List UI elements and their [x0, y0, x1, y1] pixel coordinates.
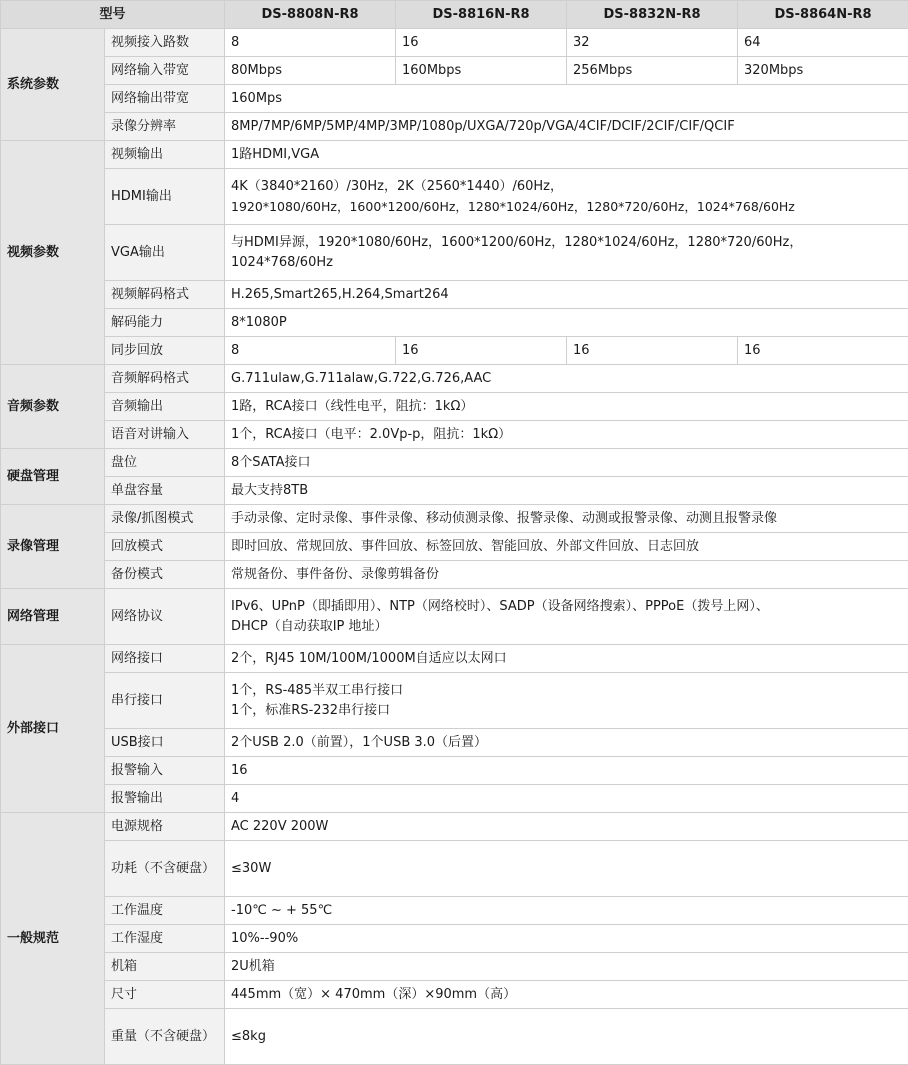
table-row	[1, 29, 908, 57]
param-label: 网络接口	[105, 645, 225, 673]
table-row	[1, 85, 908, 113]
table-row	[1, 225, 908, 281]
param-label: 同步回放	[105, 337, 225, 365]
param-label: 重量（不含硬盘）	[105, 1009, 225, 1065]
table-row	[1, 141, 908, 169]
param-value	[225, 169, 908, 225]
param-value: -10℃ ~ + 55℃	[225, 897, 908, 925]
param-value: 320Mbps	[738, 57, 908, 85]
param-value: 10%--90%	[225, 925, 908, 953]
value-line: 1个，标准RS-232串行接口	[231, 701, 902, 721]
param-label: 网络输出带宽	[105, 85, 225, 113]
table-row	[1, 57, 908, 85]
table-row	[1, 729, 908, 757]
param-value	[225, 589, 908, 645]
param-label: 备份模式	[105, 561, 225, 589]
param-value: 8个SATA接口	[225, 449, 908, 477]
param-label: 回放模式	[105, 533, 225, 561]
category-general: 一般规范	[1, 813, 105, 1065]
model-header-3: DS-8832N-R8	[567, 1, 738, 29]
model-header-1: DS-8808N-R8	[225, 1, 396, 29]
table-row	[1, 673, 908, 729]
param-label: 视频输出	[105, 141, 225, 169]
category-system: 系统参数	[1, 29, 105, 141]
table-row	[1, 393, 908, 421]
param-label: 录像/抓图模式	[105, 505, 225, 533]
param-label: 串行接口	[105, 673, 225, 729]
category-external: 外部接口	[1, 645, 105, 813]
table-row	[1, 169, 908, 225]
param-label: 尺寸	[105, 981, 225, 1009]
value-line: 4K（3840*2160）/30Hz，2K（2560*1440）/60Hz，	[231, 177, 902, 197]
category-disk: 硬盘管理	[1, 449, 105, 505]
table-row	[1, 785, 908, 813]
table-row	[1, 841, 908, 897]
param-value: AC 220V 200W	[225, 813, 908, 841]
value-line: 1920*1080/60Hz，1600*1200/60Hz，1280*1024/60Hz，1280*720/60Hz，1024*768/60Hz	[231, 197, 902, 217]
param-value: 64	[738, 29, 908, 57]
param-value: H.265,Smart265,H.264,Smart264	[225, 281, 908, 309]
param-value: 2个，RJ45 10M/100M/1000M自适应以太网口	[225, 645, 908, 673]
table-row	[1, 981, 908, 1009]
param-value: 8	[225, 337, 396, 365]
param-label: 录像分辨率	[105, 113, 225, 141]
param-value: 2个USB 2.0（前置），1个USB 3.0（后置）	[225, 729, 908, 757]
param-value: 1个，RCA接口（电平：2.0Vp-p，阻抗：1kΩ）	[225, 421, 908, 449]
table-row	[1, 561, 908, 589]
param-value: 16	[396, 29, 567, 57]
param-value: 445mm（宽）× 470mm（深）×90mm（高）	[225, 981, 908, 1009]
param-label: HDMI输出	[105, 169, 225, 225]
model-header-4: DS-8864N-R8	[738, 1, 908, 29]
param-label: 工作湿度	[105, 925, 225, 953]
param-value: 1路HDMI,VGA	[225, 141, 908, 169]
value-line: 1个，RS-485半双工串行接口	[231, 681, 902, 701]
param-label: USB接口	[105, 729, 225, 757]
param-value: 16	[225, 757, 908, 785]
param-label: 机箱	[105, 953, 225, 981]
param-label: 功耗（不含硬盘）	[105, 841, 225, 897]
param-label: 解码能力	[105, 309, 225, 337]
table-row	[1, 113, 908, 141]
table-row	[1, 897, 908, 925]
category-record: 录像管理	[1, 505, 105, 589]
param-label: 单盘容量	[105, 477, 225, 505]
table-row	[1, 477, 908, 505]
table-row	[1, 505, 908, 533]
category-network: 网络管理	[1, 589, 105, 645]
param-value: 160Mbps	[396, 57, 567, 85]
table-row	[1, 449, 908, 477]
table-row	[1, 757, 908, 785]
value-line: DHCP（自动获取IP 地址）	[231, 617, 902, 637]
param-value: ≤8kg	[225, 1009, 908, 1065]
param-label: 报警输入	[105, 757, 225, 785]
param-label: 视频接入路数	[105, 29, 225, 57]
param-label: 视频解码格式	[105, 281, 225, 309]
param-value: 16	[567, 337, 738, 365]
param-value: G.711ulaw,G.711alaw,G.722,G.726,AAC	[225, 365, 908, 393]
value-line: IPv6、UPnP（即插即用）、NTP（网络校时）、SADP（设备网络搜索）、PPPoE（拨号上网）、	[231, 597, 902, 617]
table-row	[1, 589, 908, 645]
table-row	[1, 309, 908, 337]
value-line: 1024*768/60Hz	[231, 253, 902, 273]
param-value: 8*1080P	[225, 309, 908, 337]
param-value: 8	[225, 29, 396, 57]
model-header-label: 型号	[1, 1, 225, 29]
param-label: 电源规格	[105, 813, 225, 841]
table-row	[1, 533, 908, 561]
category-audio: 音频参数	[1, 365, 105, 449]
param-label: 盘位	[105, 449, 225, 477]
param-label: 语音对讲输入	[105, 421, 225, 449]
header-row	[1, 1, 908, 29]
param-value: 160Mps	[225, 85, 908, 113]
param-value	[225, 225, 908, 281]
param-value: 手动录像、定时录像、事件录像、移动侦测录像、报警录像、动测或报警录像、动测且报警录像	[225, 505, 908, 533]
table-row	[1, 925, 908, 953]
value-line: 与HDMI异源，1920*1080/60Hz，1600*1200/60Hz，1280*1024/60Hz，1280*720/60Hz，	[231, 233, 902, 253]
param-value: ≤30W	[225, 841, 908, 897]
param-value: 8MP/7MP/6MP/5MP/4MP/3MP/1080p/UXGA/720p/VGA/4CIF/DCIF/2CIF/CIF/QCIF	[225, 113, 908, 141]
param-label: 网络协议	[105, 589, 225, 645]
param-value: 80Mbps	[225, 57, 396, 85]
param-label: 网络输入带宽	[105, 57, 225, 85]
param-label: 音频解码格式	[105, 365, 225, 393]
param-value: 1路，RCA接口（线性电平，阻抗：1kΩ）	[225, 393, 908, 421]
param-value: 4	[225, 785, 908, 813]
table-row	[1, 337, 908, 365]
table-row	[1, 645, 908, 673]
table-row	[1, 365, 908, 393]
param-label: 音频输出	[105, 393, 225, 421]
param-label: 报警输出	[105, 785, 225, 813]
param-value: 16	[738, 337, 908, 365]
table-row	[1, 813, 908, 841]
table-row	[1, 281, 908, 309]
table-row	[1, 953, 908, 981]
category-video: 视频参数	[1, 141, 105, 365]
param-value: 常规备份、事件备份、录像剪辑备份	[225, 561, 908, 589]
param-label: 工作温度	[105, 897, 225, 925]
param-value: 即时回放、常规回放、事件回放、标签回放、智能回放、外部文件回放、日志回放	[225, 533, 908, 561]
param-value: 256Mbps	[567, 57, 738, 85]
param-value: 最大支持8TB	[225, 477, 908, 505]
param-value: 2U机箱	[225, 953, 908, 981]
table-row	[1, 1009, 908, 1065]
param-value	[225, 673, 908, 729]
param-value: 32	[567, 29, 738, 57]
model-header-2: DS-8816N-R8	[396, 1, 567, 29]
param-value: 16	[396, 337, 567, 365]
table-row	[1, 421, 908, 449]
param-label: VGA输出	[105, 225, 225, 281]
